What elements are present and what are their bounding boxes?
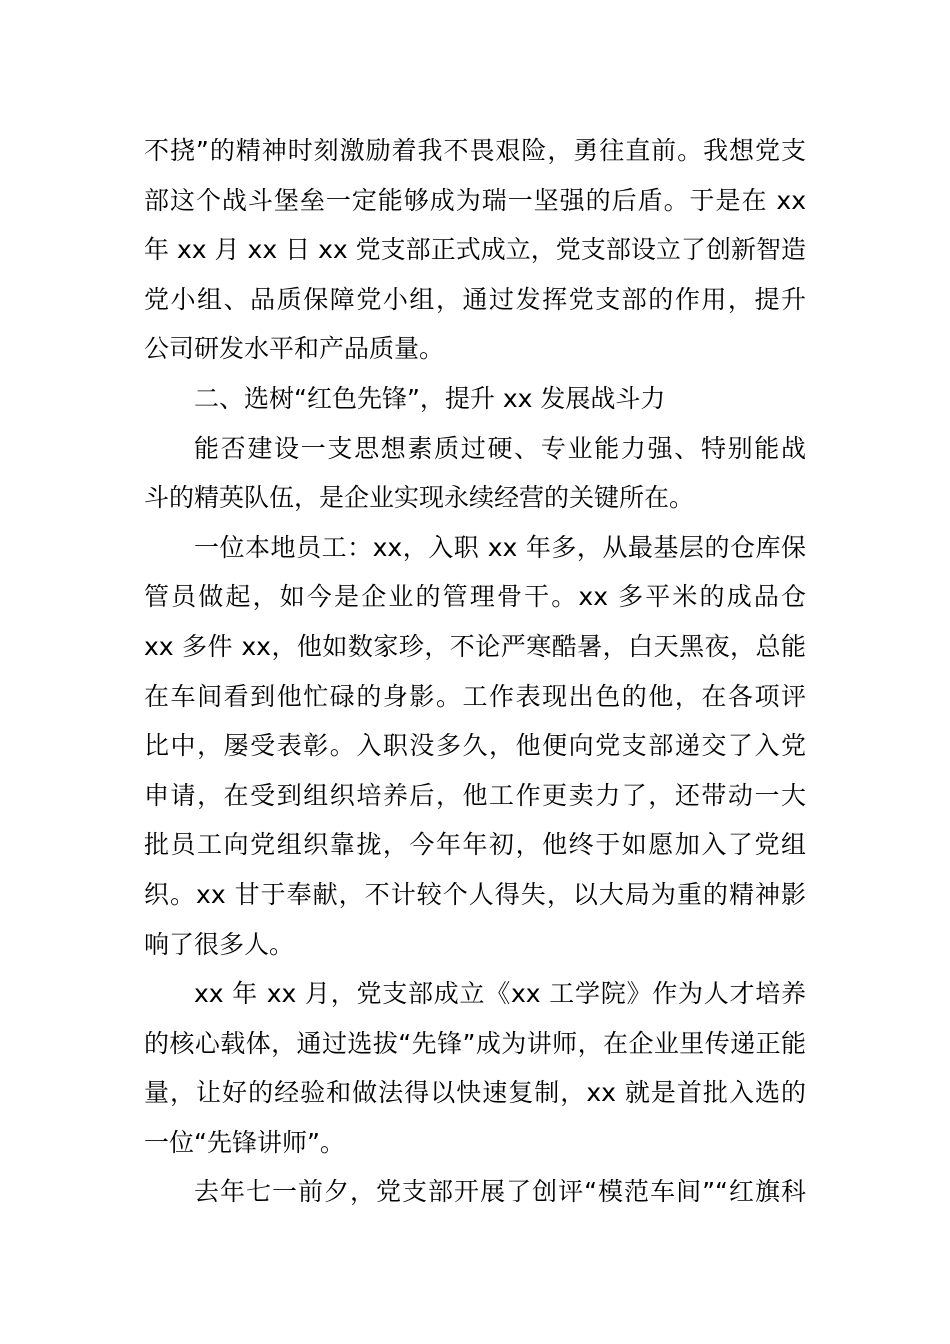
- text-line: 斗的精英队伍，是企业实现永续经营的关键所在。: [144, 483, 695, 513]
- text-line: 的核心载体，通过选拔“先锋”成为讲师，在企业里传递正能: [144, 1028, 806, 1058]
- text-line: xx 年 xx 月，党支部成立《xx 工学院》作为人才培养: [194, 979, 806, 1009]
- text-line: 批员工向党组织靠拢，今年年初，他终于如愿加入了党组: [144, 830, 806, 860]
- text-line: 不挠”的精神时刻激励着我不畏艰险，勇往直前。我想党支: [144, 136, 806, 165]
- text-line: 一位“先锋讲师”。: [144, 1127, 345, 1157]
- text-line: 年 xx 月 xx 日 xx 党支部正式成立，党支部设立了创新智造: [144, 235, 806, 265]
- text-line: xx 多件 xx，他如数家珍，不论严寒酷暑，白天黑夜，总能: [144, 631, 806, 661]
- text-line: 能否建设一支思想素质过硬、专业能力强、特别能战: [194, 433, 806, 463]
- text-line: 比中，屡受表彰。入职没多久，他便向党支部递交了入党: [144, 731, 806, 761]
- text-line: 管员做起，如今是企业的管理骨干。xx 多平米的成品仓: [144, 582, 806, 612]
- text-line: 党小组、品质保障党小组，通过发挥党支部的作用，提升: [144, 284, 806, 314]
- text-line: 去年七一前夕，党支部开展了创评“模范车间”“红旗科: [194, 1177, 806, 1207]
- text-line: 在车间看到他忙碌的身影。工作表现出色的他，在各项评: [144, 681, 806, 711]
- section-heading: 二、选树“红色先锋”，提升 xx 发展战斗力: [194, 383, 666, 413]
- text-line: 一位本地员工：xx，入职 xx 年多，从最基层的仓库保: [194, 532, 806, 562]
- text-line: 公司研发水平和产品质量。: [144, 334, 445, 364]
- text-line: 量，让好的经验和做法得以快速复制，xx 就是首批入选的: [144, 1078, 806, 1108]
- text-line: 织。xx 甘于奉献，不计较个人得失，以大局为重的精神影: [144, 879, 806, 909]
- document-body: [144, 126, 806, 1217]
- text-line: 响了很多人。: [144, 929, 295, 959]
- text-line: 申请，在受到组织培养后，他工作更卖力了，还带动一大: [144, 780, 806, 810]
- text-line: 部这个战斗堡垒一定能够成为瑞一坚强的后盾。于是在 xx: [144, 185, 806, 215]
